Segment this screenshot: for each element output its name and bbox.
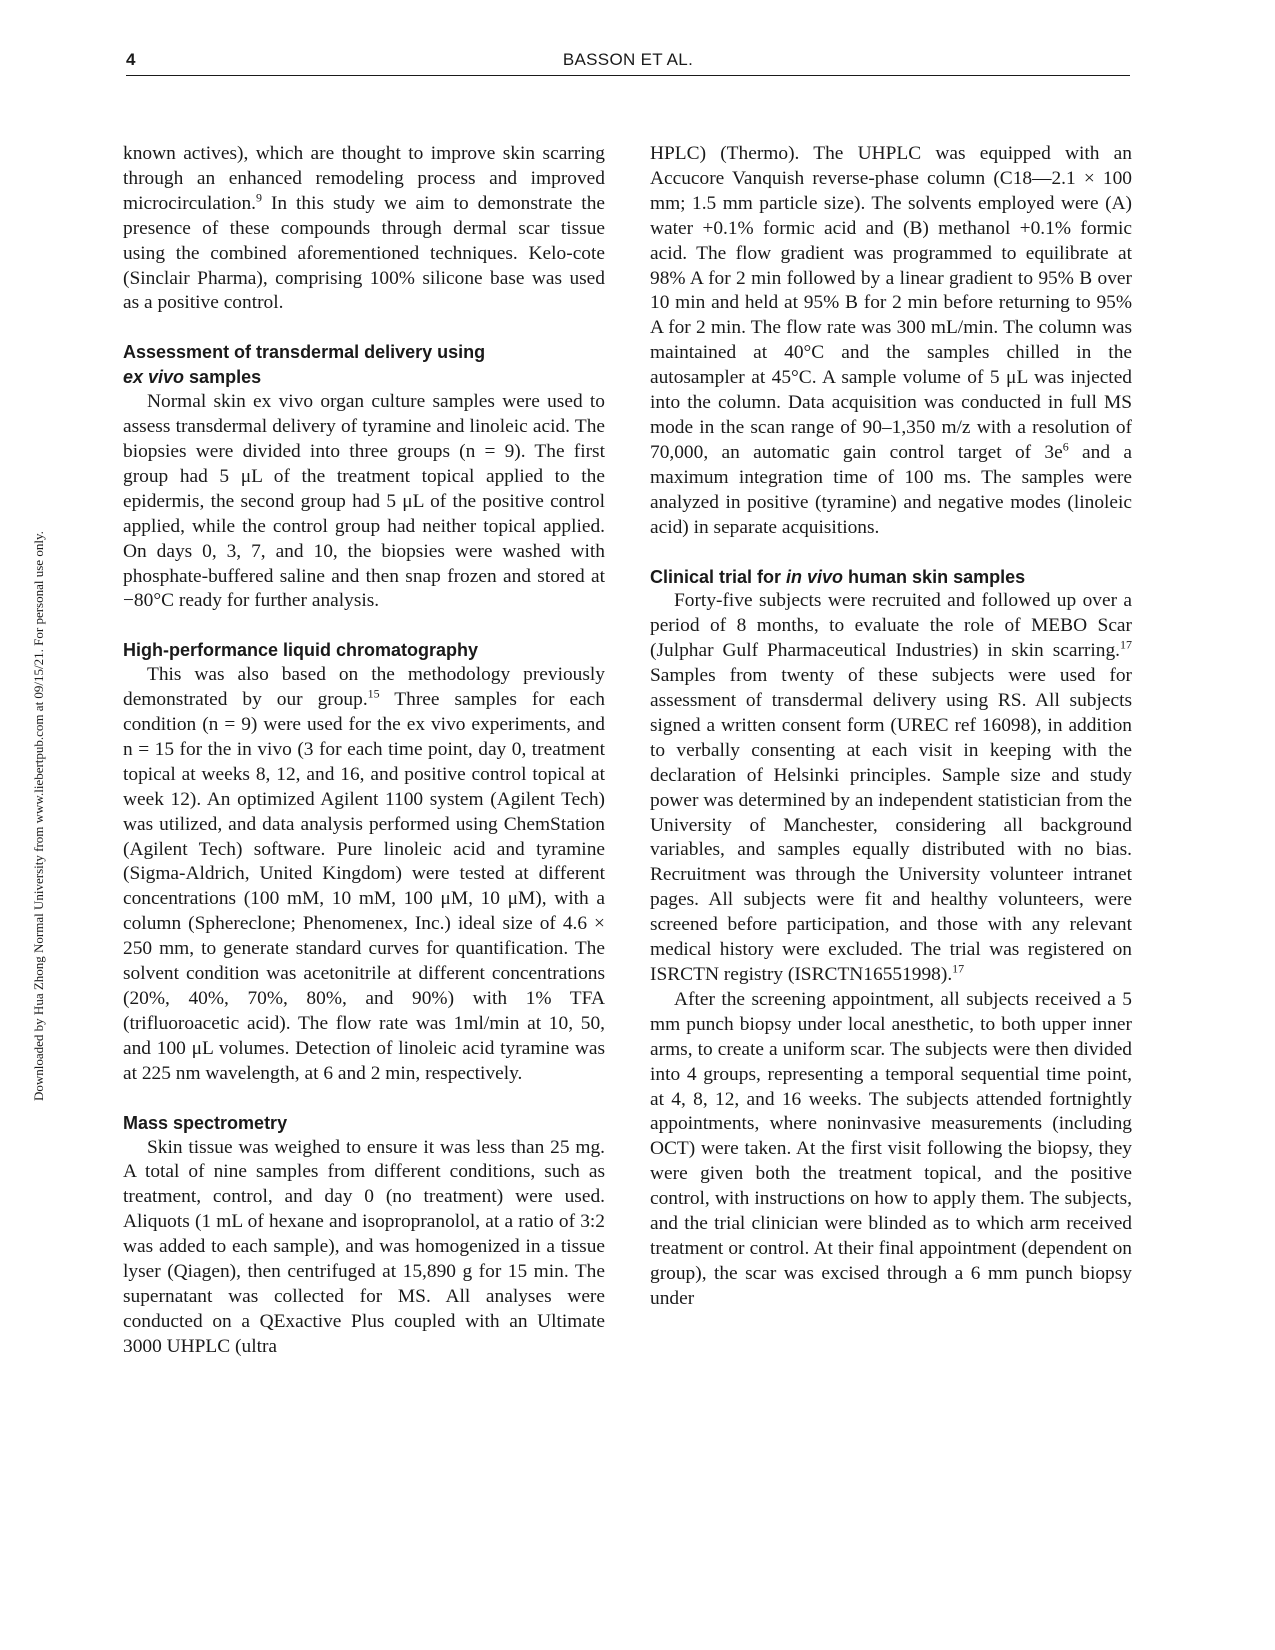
page-number: 4 xyxy=(126,50,136,69)
heading-clinical-trial: Clinical trial for in vivo human skin samples xyxy=(650,566,1026,587)
reference-17: 17 xyxy=(1120,637,1132,652)
reference-9: 9 xyxy=(256,190,262,205)
paragraph-intro: known actives), which are thought to improve skin scarring through an enhanced remodeling process and improved microcirculation.$^9$ In this study we aim to demonstrate the presence of these compounds through dermal scar tissue using the combined aforementioned techniques. Kelo-cote (Sinclair Pharma), comprising 100% silicone base was used as a positive control. xyxy=(123,143,605,314)
heading-ex-vivo: Assessment of transdermal delivery using ex vivo samples xyxy=(123,342,486,388)
reference-17-b: 17 xyxy=(952,961,965,976)
running-head: BASSON ET AL. xyxy=(562,50,694,69)
heading-mass-spectrometry: Mass spectrometry xyxy=(123,1112,288,1133)
page-header xyxy=(126,50,1130,78)
paragraph-hplc: This was also based on the methodology previously demonstrated by our group.$^{15}$ Three samples for each condition (n = 9) were used for the ex vivo experiments, and n = 15 for the in vivo (3 for each time point, day 0, treatment topical at weeks 8, 12, and 16, and positive control topical at week 12). An optimized Agilent 1100 system (Agilent Tech) was utilized, and data analysis performed using ChemStation (Agilent Tech) software. Pure linoleic acid and tyramine (Sigma-Aldrich, United Kingdom) were tested at different concentrations (100 mM, 10 mM, 100 μM, 10 μM), with a column (Sphereclone; Phenomenex, Inc.) ideal size of 4.6 × 250 mm, to generate standard curves for quantification. The solvent condition was acetonitrile at different concentrations (20%, 40%, 70%, 80%, and 90%) with 1% TFA (trifluoroacetic acid). The flow rate was 1ml/min at 10, 50, and 100 μL volumes. Detection of linoleic acid tyramine was at 225 nm wavelength, at 6 and 2 min, respectively. xyxy=(123,664,605,1084)
heading-hplc: High-performance liquid chromatography xyxy=(123,640,479,661)
paragraph-ex-vivo: Normal skin ex vivo organ culture samples were used to assess transdermal delivery of tyramine and linoleic acid. The biopsies were divided into three groups (n = 9). The first group had 5 μL of the treatment topical applied to the epidermis, the second group had 5 μL of the positive control applied, while the control group had neither topical applied. On days 0, 3, 7, and 10, the biopsies were washed with phosphate-buffered saline and then snap frozen and stored at −80°C ready for further analysis. xyxy=(123,391,605,612)
reference-15: 15 xyxy=(367,686,380,701)
superscript-exponent: 6 xyxy=(1062,439,1069,454)
paragraph-clinical-trial: Forty-five subjects were recruited and followed up over a period of 8 months, to evaluate the role of MEBO Scar (Julphar Gulf Pharmaceutical Industries) in skin scarring.$^{17}$ Samples from twenty of these subjects were used for assessment of transdermal delivery using RS. All subjects signed a written consent form (UREC ref 16098), in addition to verbally consenting at each visit in keeping with the declaration of Helsinki principles. Sample size and study power was determined by an independent statistician from the University of Manchester, considering all background variables, and samples equally distributed with no bias. Recruitment was through the University volunteer intranet pages. All subjects were fit and healthy volunteers, were screened before participation, and those with any relevant medical history were excluded. The trial was registered on ISRCTN registry (ISRCTN16551998).$^{17}$ xyxy=(650,590,1132,985)
header-rule xyxy=(126,75,1130,76)
left-column xyxy=(123,142,605,1360)
right-column xyxy=(650,142,1132,1312)
download-note: Downloaded by Hua Zhong Normal University from www.liebertpub.com at 09/15/21. For personal use only. xyxy=(31,531,46,1101)
paragraph-screening: After the screening appointment, all subjects received a 5 mm punch biopsy under local anesthetic, to both upper inner arms, to create a uniform scar. The subjects were then divided into 4 groups, representing a temporal sequential time point, at 4, 8, 12, and 16 weeks. The subjects attended fortnightly appointments, where noninvasive measurements (including OCT) were taken. At the first visit following the biopsy, they were given both the treatment topical, and the positive control, with instructions on how to apply them. The subjects, and the trial clinician were blinded as to which arm received treatment or control. At their final appointment (dependent on group), the scar was excised through a 6 mm punch biopsy under xyxy=(650,988,1132,1309)
paragraph-ms-continued: HPLC) (Thermo). The UHPLC was equipped with an Accucore Vanquish reverse-phase column (C18—2.1 × 100 mm; 1.5 mm particle size). The solvents employed were (A) water +0.1% formic acid and (B) methanol +0.1% formic acid. The flow gradient was programmed to equilibrate at 98% A for 2 min followed by a linear gradient to 95% B over 10 min and held at 95% B for 2 min before returning to 95% A for 2 min. The flow rate was 300 mL/min. The column was maintained at 40°C and the samples chilled in the autosampler at 45°C. A sample volume of 5 μL was injected into the column. Data acquisition was conducted in full MS mode in the scan range of 90–1,350 m/z with a resolution of 70,000, an automatic gain control target of $3e^6$ and a maximum integration time of 100 ms. The samples were analyzed in positive (tyramine) and negative modes (linoleic acid) in separate acquisitions. xyxy=(650,143,1132,538)
paragraph-mass-spectrometry: Skin tissue was weighed to ensure it was less than 25 mg. A total of nine samples from different conditions, such as treatment, control, and day 0 (no treatment) were used. Aliquots (1 mL of hexane and isopropranolol, at a ratio of 3:2 was added to each sample), and was homogenized in a tissue lyser (Qiagen), then centrifuged at 15,890 g for 15 min. The supernatant was collected for MS. All analyses were conducted on a QExactive Plus coupled with an Ultimate 3000 UHPLC (ultra xyxy=(123,1136,605,1357)
